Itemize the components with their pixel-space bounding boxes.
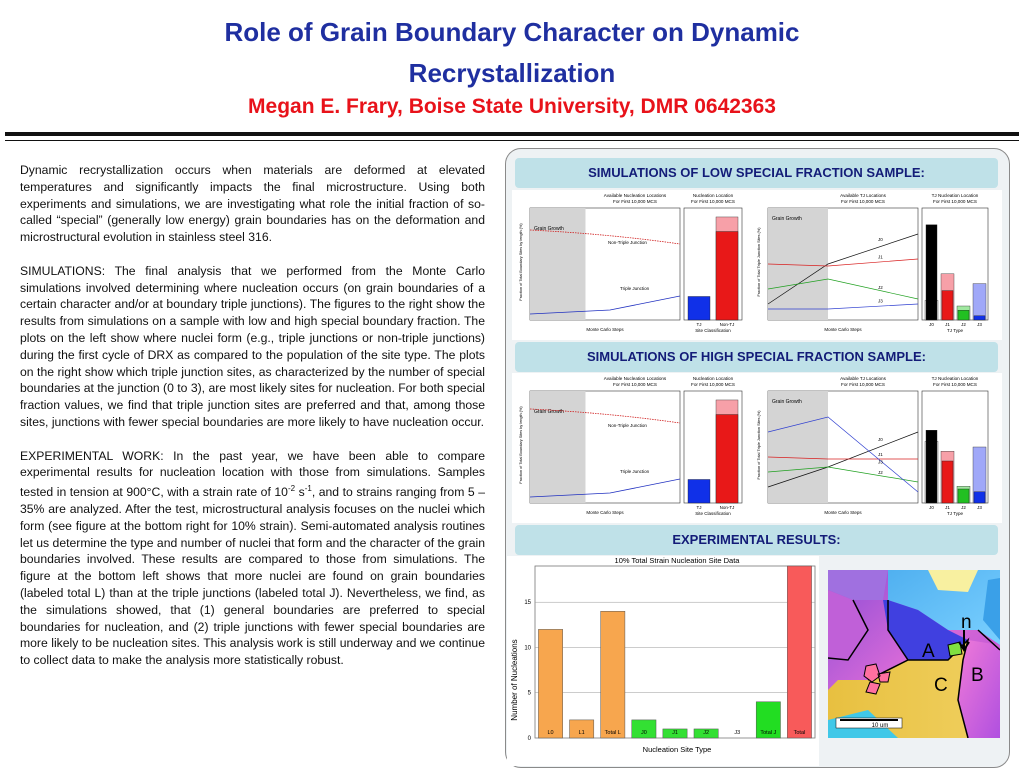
bar-category: J1 [945, 505, 950, 510]
plot-title: Available TJ Locations [840, 193, 886, 198]
plot-subtitle: For First 10,000 MCS [933, 199, 977, 204]
plot-subtitle: For First 10,000 MCS [841, 382, 885, 387]
grain-growth-label: Grain Growth [772, 216, 802, 222]
bar-label: L0 [547, 730, 554, 736]
x-axis-label: Monte Carlo Steps [586, 510, 624, 515]
bar-label: J1 [672, 730, 678, 736]
simulations-paragraph: SIMULATIONS: The final analysis that we performed from the Monte Carlo simulations involved determining where nucleation occurs (on grain boundaries of a certain character and/or at boundary triple junctions). The figures to the right show the results from simulations on a sample with low and high special boundary fraction. The plots on the left show where nuclei form (e.g., triple junctions or non-triple junctions) during the first cycle of DRX as compared to the population of the site type. The plots on the right show which triple junction sites, as characterized by the number of special boundaries at the junction (0 to 3), are most likely sites for nucleation. For both special fraction values, we find that triple junction sites are preferred and that, among those sites, junctions with fewer special boundaries are more likely to have nucleation occur. [20, 263, 485, 429]
y-tick-label: 15 [524, 600, 531, 607]
high-special-simulation-figure [512, 373, 1002, 523]
non-tj-label: Non-Triple Junction [608, 240, 647, 245]
bar-j1 [942, 291, 953, 320]
bar-j2 [958, 310, 969, 320]
plot-subtitle: For First 10,000 MCS [933, 382, 977, 387]
plot-title: Available Nucleation Locations [603, 193, 667, 198]
plot-subtitle: For First 10,000 MCS [613, 199, 657, 204]
low-special-simulation-figure [512, 190, 1002, 340]
plot-subtitle: For First 10,000 MCS [841, 199, 885, 204]
poster-title-line2: Recrystallization [408, 58, 616, 88]
poster-subtitle: Megan E. Frary, Boise State University, DMR 0642363 [248, 95, 776, 118]
y-tick-label: 10 [524, 645, 531, 652]
j2-label: J2 [878, 285, 883, 291]
plot-title: Nucleation Location [692, 193, 734, 198]
plot-title: Available TJ Locations [840, 376, 886, 381]
plot-title: Nucleation Location [692, 376, 734, 381]
bar-category: J1 [945, 322, 950, 327]
x-axis-label: Monte Carlo Steps [586, 327, 624, 332]
bar-l0 [538, 629, 562, 738]
header-rule-thick [5, 132, 1019, 136]
label-n: n [961, 612, 972, 633]
bar-j0 [926, 430, 937, 503]
bar-label: J0 [640, 730, 647, 736]
y-tick-label: 5 [527, 690, 531, 697]
bar-available [973, 284, 986, 320]
y-tick-label: 0 [527, 736, 531, 742]
label-c: C [934, 675, 948, 696]
bar-total-l [601, 611, 625, 738]
j1-label: J1 [878, 452, 883, 457]
bar-j3 [974, 316, 985, 320]
plot-subtitle: For First 10,000 MCS [691, 382, 735, 387]
x-axis-label: TJ Type [947, 328, 963, 333]
x-axis-label: Site Classification [695, 511, 731, 516]
intro-paragraph: Dynamic recrystallization occurs when materials are deformed at elevated temperatures and significantly impacts the final microstructure. Using both experiments and simulations, we are investigating what role the initial fraction of so-called “special” (generally low energy) grain boundaries has on the deformation and microstructural evolution in stainless steel 316. [20, 163, 485, 245]
grain-growth-label: Grain Growth [772, 399, 802, 405]
grain-growth-label: Grain Growth [534, 226, 564, 232]
j3-label: J3 [878, 298, 883, 304]
bar-tj [688, 296, 710, 320]
bar-category: Non-TJ [719, 505, 735, 510]
bar-j0 [926, 225, 937, 320]
y-axis-label: Fraction of Total Triple Junction Sites (%) [757, 410, 761, 480]
x-axis-label: Site Classification [695, 328, 731, 333]
non-tj-label: Non-Triple Junction [608, 423, 647, 428]
sim-group [519, 376, 988, 516]
bar-category: Non-TJ [719, 322, 735, 327]
grain-growth-region [768, 391, 828, 503]
y-axis-label: Fraction of Total Boundary Sites by length (%) [519, 406, 523, 484]
header-rule-thin [5, 140, 1019, 141]
plot-subtitle: For First 10,000 MCS [613, 382, 657, 387]
bar-tj [688, 479, 710, 503]
bar-category: J0 [929, 505, 934, 510]
ebsd-micrograph [828, 570, 1000, 738]
plot-title: TJ Nucleation Location [931, 193, 979, 198]
bar-category: J3 [977, 505, 982, 510]
plot-title: TJ Nucleation Location [931, 376, 979, 381]
plot-subtitle: For First 10,000 MCS [691, 199, 735, 204]
bar-category: TJ [696, 505, 702, 510]
bar-label: Total L [604, 730, 621, 736]
bar-non-tj [716, 232, 738, 320]
chart-title: 10% Total Strain Nucleation Site Data [614, 556, 740, 565]
bar-label: J2 [703, 730, 710, 736]
bar-label: L1 [578, 730, 585, 736]
y-axis-label: Fraction of Total Boundary Sites by length (%) [519, 223, 523, 301]
grain-growth-label: Grain Growth [534, 409, 564, 415]
section-header-experimental: EXPERIMENTAL RESULTS: [515, 525, 998, 555]
label-a: A [922, 641, 935, 662]
bar-category: J2 [961, 505, 966, 510]
tj-label: Triple Junction [620, 286, 650, 291]
x-axis-label: Monte Carlo Steps [824, 327, 862, 332]
y-axis-label: Fraction of Total Triple Junction Sites (%) [757, 227, 761, 297]
experimental-paragraph: EXPERIMENTAL WORK: In the past year, we have been able to compare experimental results for nucleation location with those from simulations. Samples tested in tension at 900°C, with a strain rate of $10^{-2}$ $s^{-1}$, and to strains ranging from 5 – 35% are analyzed. After the test, microstructural analysis focuses on the nuclei which form (see figure at the bottom right for 10% strain). Semi-automated analysis routines let us determine the type and number of nuclei that form and the character of the grain boundaries involved. These results are compared to those from simulations. The figure at the bottom left shows that more nuclei are found on grain boundaries (labeled total L) than at the triple junctions (labeled total J). Nevertheless, we find, as the simulations showed, that (1) general boundaries are preferred to special boundaries for nucleation, and (2) triple junctions with fewer special boundaries are more likely to be nucleation sites. This analysis work is still underway and we continue to collect data to make the analysis more statistically robust. [20, 448, 485, 668]
bar-label: Total J [760, 730, 777, 736]
x-axis-label: TJ Type [947, 511, 963, 516]
grain-growth-region [530, 391, 586, 503]
bar-j3 [974, 492, 985, 503]
label-b: B [971, 665, 984, 686]
bar-category: TJ [696, 322, 702, 327]
experimental-bar-chart [507, 556, 819, 766]
plot-title: Available Nucleation Locations [603, 376, 667, 381]
bar-j2 [958, 489, 969, 503]
bar-non-tj [716, 415, 738, 503]
bar-j1 [942, 461, 953, 503]
j0-label: J0 [878, 436, 883, 442]
section-header-high: SIMULATIONS OF HIGH SPECIAL FRACTION SAMPLE: [515, 342, 998, 372]
x-axis-label: Monte Carlo Steps [824, 510, 862, 515]
j2-label: J2 [878, 469, 883, 475]
j3-label: J3 [878, 459, 883, 465]
tj-label: Triple Junction [620, 469, 650, 474]
chart-ylabel: Number of Nucleations [510, 639, 519, 721]
j1-label: J1 [878, 254, 883, 260]
sim-group [519, 193, 988, 333]
bar-category: J2 [961, 322, 966, 327]
bar-category: J0 [929, 322, 934, 327]
scale-bar-label: 10 um [871, 723, 889, 729]
bar-total [787, 566, 811, 738]
bar-category: J3 [977, 322, 982, 327]
bar-label: Total [793, 730, 806, 736]
bar-label: J3 [734, 730, 741, 736]
chart-xlabel: Nucleation Site Type [642, 745, 712, 754]
body-text [20, 162, 485, 686]
poster-title-line1: Role of Grain Boundary Character on Dynamic [224, 17, 800, 47]
j0-label: J0 [878, 237, 883, 243]
section-header-low: SIMULATIONS OF LOW SPECIAL FRACTION SAMPLE: [515, 158, 998, 188]
grain-growth-region [530, 208, 586, 320]
